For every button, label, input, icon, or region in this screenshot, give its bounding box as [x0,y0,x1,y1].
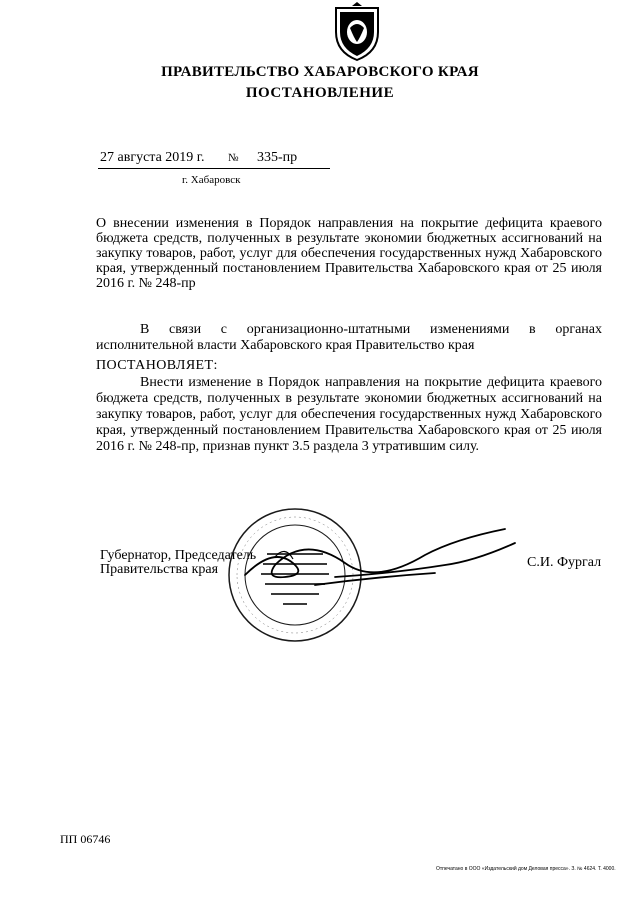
signatory-position-line2: Правительства края [100,562,219,577]
document-city: г. Хабаровск [182,174,241,186]
document-date: 27 августа 2019 г. [100,150,205,165]
main-paragraph: Внести изменение в Порядок направления на покрытие дефицита краевого бюджета средств, полученных в результате экономии бюджетных ассигнований на закупку товаров, работ, услуг для обеспечения государственных нужд Хабаровского края, утвержденный постановлением Правительства Хабаровского края от 25 июля 2016 г. № 248-пр, признав пункт 3.5 раздела 3 утратившим силу. [96,375,602,454]
signatory-name: С.И. Фургал [527,555,602,570]
number-label: № [228,152,239,164]
document-number: 335-пр [257,150,298,165]
document-type: ПОСТАНОВЛЕНИЕ [245,85,395,101]
government-title: ПРАВИТЕЛЬСТВО ХАБАРОВСКОГО КРАЯ [161,64,479,80]
preamble-paragraph: В связи с организационно-штатными изменениями в органах исполнительной власти Хабаровского края Правительство края [96,322,602,353]
document-code: ПП 06746 [60,832,111,846]
decides-heading: ПОСТАНОВЛЯЕТ: [96,358,218,373]
signatory-position-line1: Губернатор, Председатель [100,548,257,563]
document-subject: О внесении изменения в Порядок направления на покрытие дефицита краевого бюджета средств, полученных в результате экономии бюджетных ассигнований на закупку товаров, работ, услуг для обеспечения государственных нужд Хабаровского края, утвержденный постановлением Правительства Хабаровского края от 25 июля 2016 г. № 248-пр [96,216,602,291]
date-underline [98,168,330,169]
handwritten-signature [215,515,535,625]
printer-imprint: Отпечатано в ООО «Издательский дом Деловая пресса». З. № 4624. Т. 4000. [436,866,616,872]
coat-of-arms-icon [330,2,384,62]
